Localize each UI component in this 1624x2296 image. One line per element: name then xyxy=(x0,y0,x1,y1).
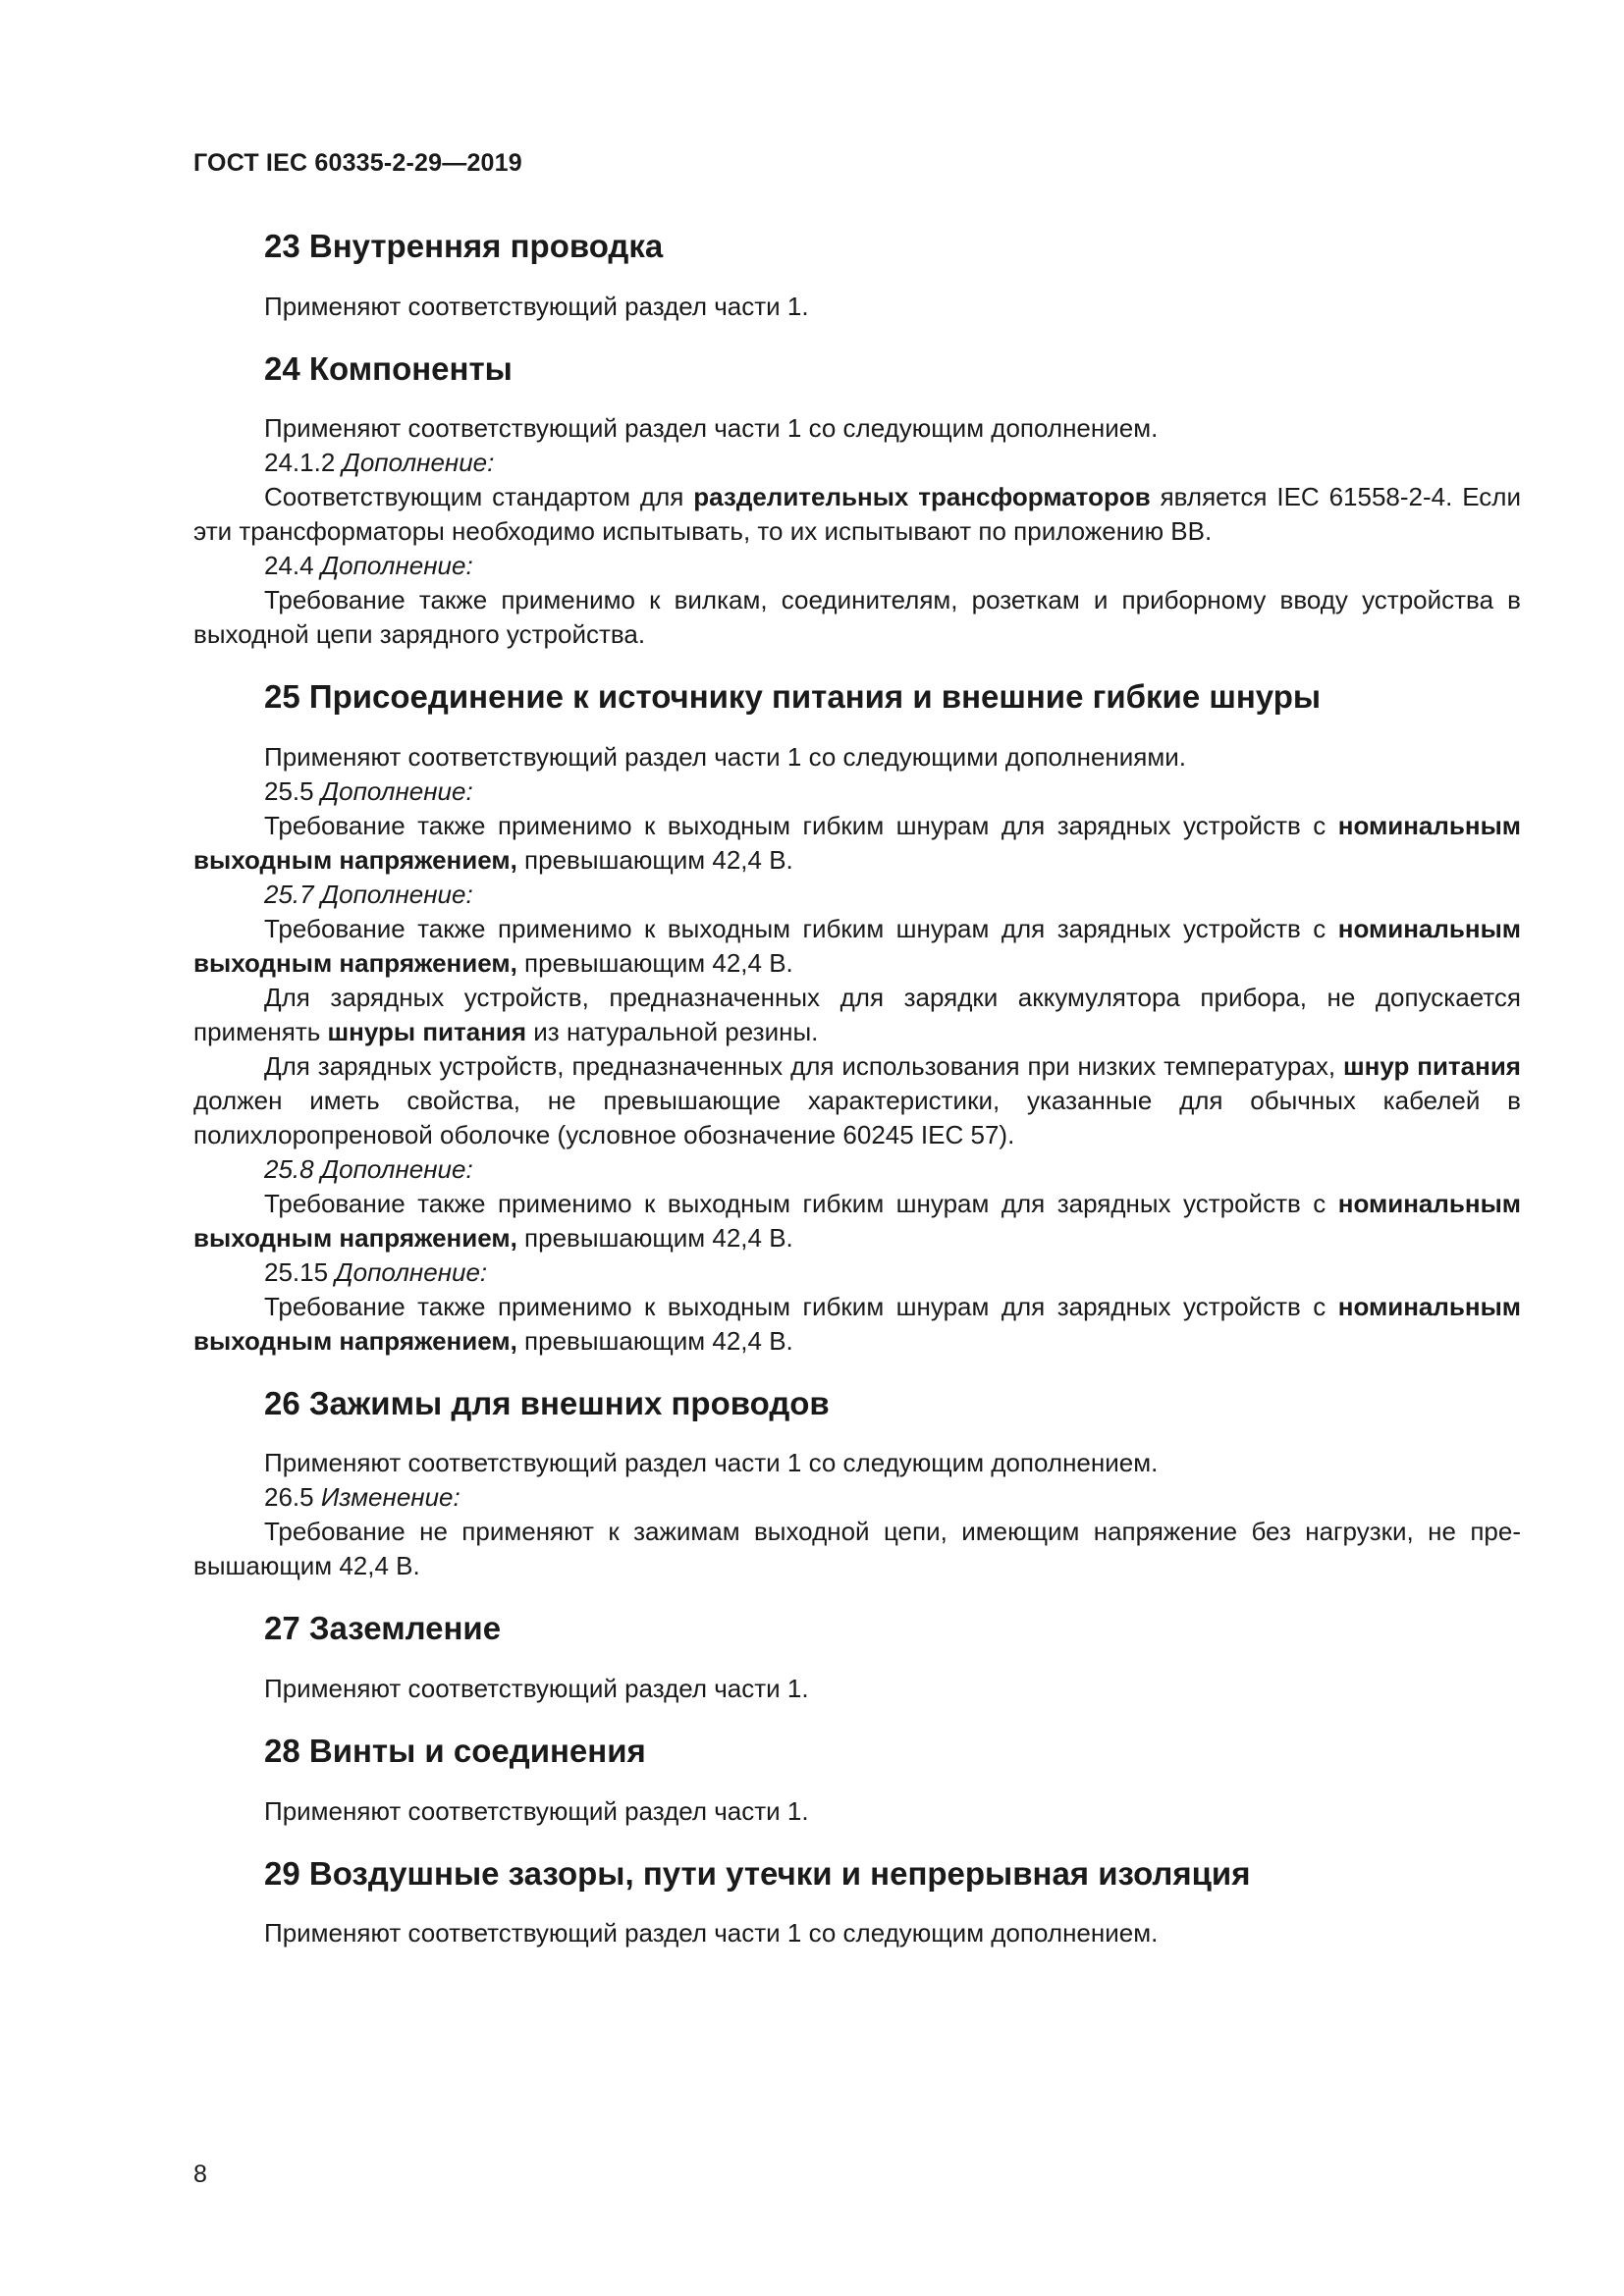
defined-term: шнуры питания xyxy=(327,1016,527,1046)
text-run: Требование также применимо к выходным гибким шнурам для зарядных устройств с xyxy=(264,810,1338,840)
text-run: Применяют соответствующий раздел части 1 со следующим дополнением. xyxy=(264,1918,1159,1949)
text-run: Применяют соответствующий раздел части 1 со следующим дополнением. xyxy=(264,1448,1159,1478)
clause-reference xyxy=(193,549,1521,583)
section-title: 26 Зажимы для внешних проводов xyxy=(264,1384,830,1421)
paragraph xyxy=(193,411,1521,446)
text-run: Применяют соответствующий раздел части 1 со следующим дополнением. xyxy=(264,413,1159,444)
clause-label: Изменение: xyxy=(320,1482,460,1513)
clause-number: 24.1.2 xyxy=(264,448,343,478)
text-run: должен иметь свойства, не превышающие характеристики, указанные для обычных кабелей в полихлоропреновой оболочке (условное обозначение 60245 IEC 57). xyxy=(193,1085,1521,1149)
clause-reference xyxy=(193,1255,1521,1290)
clause-label: Дополнение: xyxy=(320,551,473,581)
paragraph xyxy=(193,809,1521,878)
clause-label: Дополнение: xyxy=(342,448,495,478)
paragraph xyxy=(193,1515,1521,1583)
section xyxy=(193,227,1521,324)
clause-number: 25.8 xyxy=(264,1153,321,1184)
section-body xyxy=(193,1446,1521,1583)
paragraph xyxy=(193,583,1521,652)
section-body xyxy=(193,1794,1521,1829)
clause-label: Дополнение: xyxy=(335,1256,488,1287)
document-body xyxy=(193,201,1521,1976)
paragraph xyxy=(193,1794,1521,1829)
paragraph xyxy=(193,290,1521,324)
defined-term: номинальным выходным напряжением, xyxy=(193,913,1521,978)
clause-reference xyxy=(193,1152,1521,1187)
text-run: превышающим 42,4 В. xyxy=(516,1222,793,1253)
text-run: Требование также применимо к выходным гибким шнурам для зарядных устройств с xyxy=(264,1188,1338,1218)
paragraph xyxy=(193,480,1521,549)
page-header: ГОСТ IEC 60335-2-29—2019 xyxy=(193,149,522,177)
paragraph xyxy=(193,1187,1521,1255)
text-run: Применяют соответствующий раздел части 1. xyxy=(264,291,809,321)
defined-term: шнур питания xyxy=(1342,1050,1521,1081)
section xyxy=(193,1854,1521,1951)
section-title: 27 Заземление xyxy=(264,1610,502,1647)
clause-label: Дополнение: xyxy=(320,775,473,806)
text-run: Применяют соответствующий раздел части 1 со следующими дополнениями. xyxy=(264,741,1186,772)
clause-number: 25.15 xyxy=(264,1256,336,1287)
section xyxy=(193,349,1521,653)
section-body xyxy=(193,740,1521,1359)
section-title: 28 Винты и соединения xyxy=(264,1732,646,1769)
paragraph xyxy=(193,912,1521,981)
section xyxy=(193,1732,1521,1829)
text-run: Применяют соответствующий раздел части 1. xyxy=(264,1795,809,1826)
paragraph xyxy=(193,1446,1521,1480)
clause-reference xyxy=(193,774,1521,809)
section xyxy=(193,677,1521,1359)
text-run: Требование не применяют к зажимам выходной цепи, имеющим напряжение без нагрузки, не превышающим 42,4 В. xyxy=(193,1517,1521,1581)
clause-reference xyxy=(193,446,1521,480)
text-run: Для зарядных устройств, предназначенных для зарядки аккумулятора прибора, не допускается применять xyxy=(193,982,1521,1046)
clause-reference xyxy=(193,878,1521,912)
text-run: Для зарядных устройств, предназначенных для использования при низких температурах, xyxy=(264,1050,1343,1081)
clause-number: 24.4 xyxy=(264,551,321,581)
paragraph xyxy=(193,740,1521,774)
paragraph xyxy=(193,1916,1521,1950)
defined-term: разделительных трансформаторов xyxy=(693,482,1151,512)
section xyxy=(193,1384,1521,1584)
text-run: Соответствующим стандартом для xyxy=(264,482,694,512)
text-run: Требование также применимо к выходным гибким шнурам для зарядных устройств с xyxy=(264,1291,1338,1321)
text-run: Требование также применимо к вилкам, соединителям, розеткам и приборному вводу устройства в выходной цепи зарядного устройства. xyxy=(193,585,1521,650)
text-run: Применяют соответствующий раздел части 1. xyxy=(264,1673,809,1703)
section-title: 29 Воздушные зазоры, пути утечки и непрерывная изоляция xyxy=(264,1854,1251,1892)
section xyxy=(193,1609,1521,1706)
text-run: превышающим 42,4 В. xyxy=(516,947,793,978)
text-run: является IEC 61558-2-4. Если эти трансформаторы необходимо испытывать, то их испытывают по приложению ВВ. xyxy=(193,482,1521,547)
paragraph xyxy=(193,1672,1521,1706)
defined-term: номинальным выходным напряжением, xyxy=(193,1188,1521,1253)
text-run: превышающим 42,4 В. xyxy=(516,844,793,875)
text-run: превышающим 42,4 В. xyxy=(516,1325,793,1356)
clause-label: Дополнение: xyxy=(320,1153,473,1184)
defined-term: номинальным выходным напряжением, xyxy=(193,1291,1521,1356)
section-body xyxy=(193,1672,1521,1706)
section-title: 24 Компоненты xyxy=(264,349,513,387)
clause-reference xyxy=(193,1480,1521,1515)
section-title: 25 Присоединение к источнику питания и внешние гибкие шнуры xyxy=(264,678,1322,716)
clause-number: 25.7 xyxy=(264,879,321,909)
paragraph xyxy=(193,1049,1521,1152)
page-number: 8 xyxy=(193,2161,207,2188)
section-body xyxy=(193,1916,1521,1950)
paragraph xyxy=(193,1290,1521,1359)
section-title: 23 Внутренняя проводка xyxy=(264,228,664,264)
clause-label: Дополнение: xyxy=(320,879,473,909)
text-run: Требование также применимо к выходным гибким шнурам для зарядных устройств с xyxy=(264,913,1338,943)
paragraph xyxy=(193,981,1521,1049)
section-body xyxy=(193,290,1521,324)
defined-term: номинальным выходным напряжением, xyxy=(193,810,1521,875)
clause-number: 26.5 xyxy=(264,1482,321,1513)
section-body xyxy=(193,411,1521,652)
clause-number: 25.5 xyxy=(264,775,321,806)
text-run: из натуральной резины. xyxy=(526,1016,819,1046)
